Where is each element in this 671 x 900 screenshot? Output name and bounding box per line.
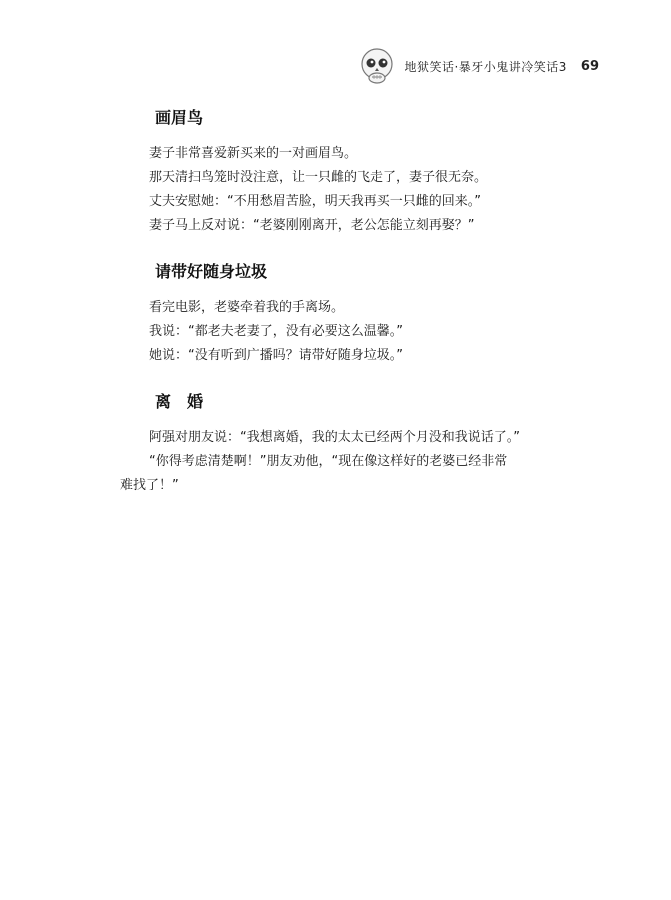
section-title: 画眉鸟	[155, 108, 204, 127]
paragraph: 她说：“没有听到广播吗？请带好随身垃圾。”	[149, 348, 403, 363]
paragraph-line: “你得考虑清楚啊！”朋友劝他，“现在像这样好的老婆已经非常	[149, 454, 508, 469]
paragraph: 妻子非常喜爱新买来的一对画眉鸟。	[149, 146, 358, 161]
page-number: 69	[580, 58, 599, 74]
paragraph: 丈夫安慰她：“不用愁眉苦脸，明天我再买一只雌的回来。”	[149, 194, 481, 209]
page-body	[120, 105, 589, 498]
paragraph: 看完电影，老婆牵着我的手离场。	[149, 300, 345, 315]
paragraph: 我说：“都老夫老妻了，没有必要这么温馨。”	[149, 324, 403, 339]
paragraph: 阿强对朋友说：“我想离婚，我的太太已经两个月没和我说话了。”	[149, 430, 520, 445]
skull-icon	[358, 46, 396, 86]
joke-section-divorce	[120, 389, 589, 498]
joke-section-thrush	[149, 105, 589, 238]
paragraph: 妻子马上反对说：“老婆刚刚离开，老公怎能立刻再娶？”	[149, 218, 475, 233]
paragraph: 那天清扫鸟笼时没注意，让一只雌的飞走了，妻子很无奈。	[149, 170, 488, 185]
paragraph-line: 难找了！”	[120, 478, 179, 493]
paragraph	[120, 450, 589, 498]
running-head	[358, 44, 599, 88]
joke-section-garbage	[149, 259, 589, 368]
section-title: 请带好随身垃圾	[155, 262, 268, 281]
section-title: 离 婚	[155, 392, 204, 411]
running-title: 地狱笑话·暴牙小鬼讲冷笑话3	[404, 59, 567, 74]
